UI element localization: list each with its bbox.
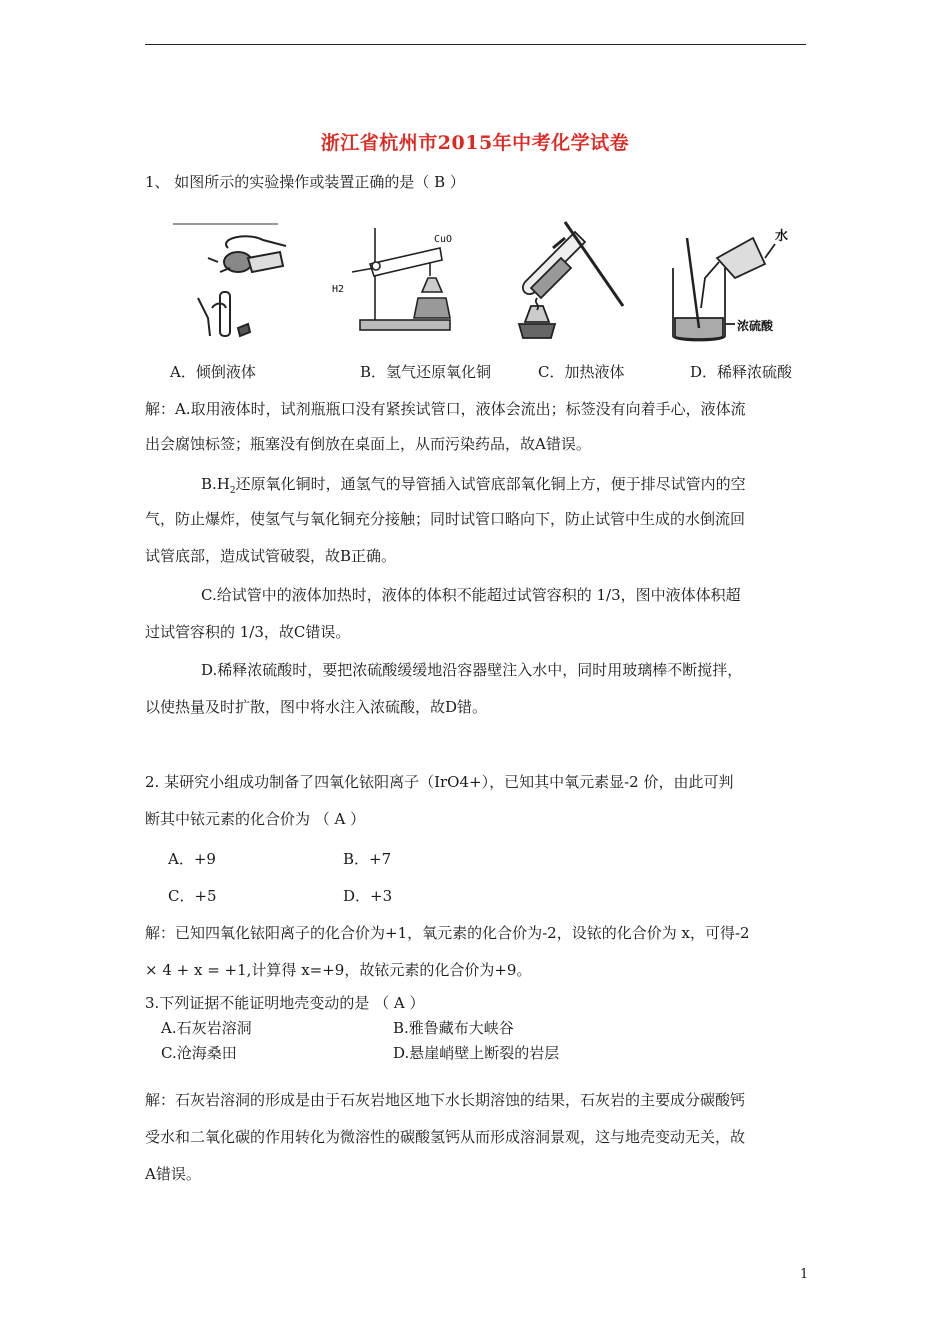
q1-solution-line: 试管底部，造成试管破裂，故B正确。: [145, 547, 397, 565]
q3-solution-line: A错误。: [145, 1165, 201, 1183]
q2-option-a: A．+9: [168, 850, 216, 868]
q2-option-b: B．+7: [343, 850, 392, 868]
q3-option-b: B.雅鲁藏布大峡谷: [393, 1019, 514, 1037]
q1-stem: 1、 如图所示的实验操作或装置正确的是（ B ）: [145, 173, 465, 191]
figure-pouring-liquid: [168, 218, 298, 348]
label-h2: H2: [332, 284, 345, 295]
q3-option-a: A.石灰岩溶洞: [161, 1019, 252, 1037]
q1-option-a: A．倾倒液体: [170, 363, 256, 381]
figure-diluting-acid: [665, 218, 805, 348]
q1-option-c: C．加热液体: [538, 363, 625, 381]
q3-solution-line: 受水和二氧化碳的作用转化为微溶性的碳酸氢钙从而形成溶洞景观，这与地壳变动无关，故: [145, 1128, 746, 1146]
q3-stem: 3.下列证据不能证明地壳变动的是 （ A ）: [145, 994, 425, 1012]
q1-solution-line: 解：A.取用液体时，试剂瓶瓶口没有紧挨试管口，液体会流出；标签没有向着手心，液体流: [145, 400, 746, 418]
q1-solution-line: C.给试管中的液体加热时，液体的体积不能超过试管容积的 1/3，图中液体体积超: [201, 586, 741, 604]
b-prefix: B.H: [201, 475, 230, 493]
q2-option-c: C．+5: [168, 887, 217, 905]
q1-solution-line: 气，防止爆炸，使氢气与氧化铜充分接触；同时试管口略向下，防止试管中生成的水倒流回: [145, 510, 746, 528]
header-rule: [145, 44, 806, 45]
q2-stem-line: 断其中铱元素的化合价为 （ A ）: [145, 810, 366, 828]
q2-stem-line: 2. 某研究小组成功制备了四氧化铱阳离子（IrO4+），已知其中氧元素显-2 价，由此可判: [145, 773, 734, 791]
b-text: 还原氧化铜时，通氢气的导管插入试管底部氧化铜上方，便于排尽试管内的空: [235, 475, 746, 493]
q1-option-d: D．稀释浓硫酸: [690, 363, 793, 381]
label-conc-acid: 浓硫酸: [737, 319, 774, 333]
page-title: 浙江省杭州市2015年中考化学试卷: [320, 132, 630, 154]
q1-solution-line: 过试管容积的 1/3，故C错误。: [145, 623, 351, 641]
q2-solution-line: × 4 + x = +1,计算得 x=+9，故铱元素的化合价为+9。: [145, 961, 532, 979]
q1-solution-line: 出会腐蚀标签；瓶塞没有倒放在桌面上，从而污染药品，故A错误。: [145, 435, 591, 453]
q1-solution-b-line: [201, 474, 746, 501]
q2-solution-line: 解：已知四氧化铱阳离子的化合价为+1，氧元素的化合价为-2，设铱的化合价为 x，可得-2: [145, 924, 750, 942]
q3-option-c: C.沧海桑田: [161, 1044, 237, 1062]
b-subscript: 2: [229, 486, 236, 496]
q3-solution-line: 解：石灰岩溶洞的形成是由于石灰岩地区地下水长期溶蚀的结果，石灰岩的主要成分碳酸钙: [145, 1091, 746, 1109]
q1-option-b: B．氢气还原氧化铜: [360, 363, 492, 381]
q2-option-d: D．+3: [343, 887, 393, 905]
label-water: 水: [775, 229, 789, 244]
q3-option-d: D.悬崖峭壁上断裂的岩层: [393, 1044, 560, 1062]
page-number: 1: [800, 1267, 809, 1282]
label-cuo: CuO: [434, 234, 453, 245]
figure-heating-liquid: [505, 218, 635, 348]
figure-hydrogen-reduction: [330, 218, 460, 348]
q1-solution-line: 以使热量及时扩散，图中将水注入浓硫酸，故D错。: [145, 698, 488, 716]
q1-solution-line: D.稀释浓硫酸时，要把浓硫酸缓缓地沿容器壁注入水中，同时用玻璃棒不断搅拌，: [201, 661, 743, 679]
